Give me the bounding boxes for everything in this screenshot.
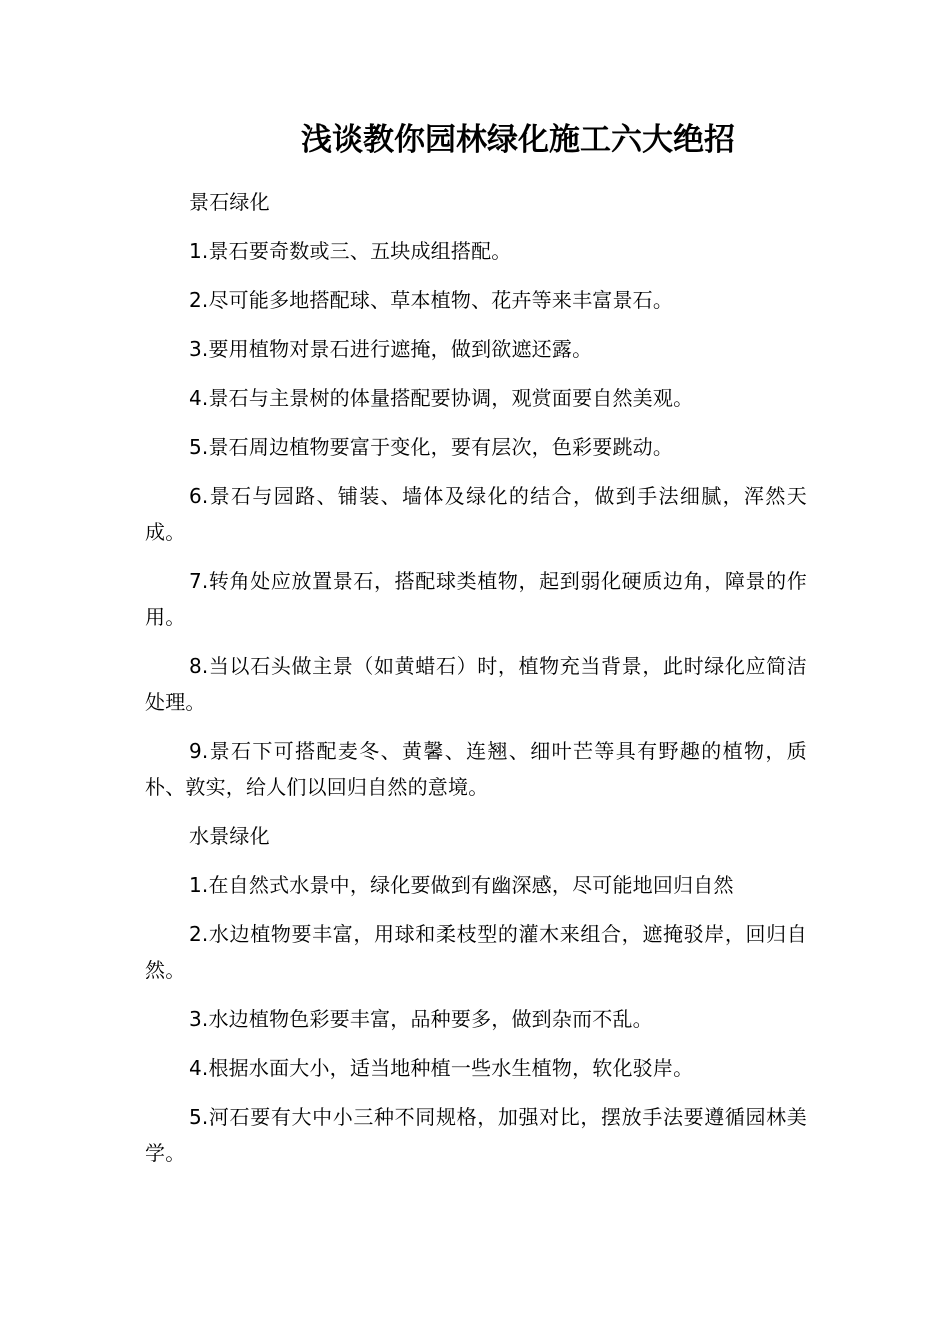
paragraph: 8.当以石头做主景（如黄蜡石）时，植物充当背景，此时绿化应简洁处理。 [145,654,807,714]
paragraph: 4.景石与主景树的体量搭配要协调，观赏面要自然美观。 [189,386,694,410]
document-body [145,184,807,1184]
paragraph: 5.景石周边植物要富于变化，要有层次，色彩要跳动。 [189,435,674,459]
paragraph: 1.景石要奇数或三、五块成组搭配。 [189,239,512,263]
paragraph: 6.景石与园路、铺装、墙体及绿化的结合，做到手法细腻，浑然天成。 [145,484,807,544]
section-heading-stone: 景石绿化 [189,190,270,214]
paragraph: 2.尽可能多地搭配球、草本植物、花卉等来丰富景石。 [189,288,674,312]
paragraph: 1.在自然式水景中，绿化要做到有幽深感，尽可能地回归自然 [189,873,734,897]
paragraph: 3.水边植物色彩要丰富，品种要多，做到杂而不乱。 [189,1007,653,1031]
paragraph: 4.根据水面大小，适当地种植一些水生植物，软化驳岸。 [189,1056,694,1080]
section-heading-water: 水景绿化 [189,824,270,848]
paragraph: 9.景石下可搭配麦冬、黄馨、连翘、细叶芒等具有野趣的植物，质朴、敦实，给人们以回归自然的意境。 [145,739,807,799]
paragraph: 2.水边植物要丰富，用球和柔枝型的灌木来组合，遮掩驳岸，回归自然。 [145,922,807,982]
paragraph: 7.转角处应放置景石，搭配球类植物，起到弱化硬质边角，障景的作用。 [145,569,807,629]
paragraph: 5.河石要有大中小三种不同规格，加强对比，摆放手法要遵循园林美学。 [145,1105,807,1165]
paragraph: 3.要用植物对景石进行遮掩，做到欲遮还露。 [189,337,593,361]
page-title: 浅谈教你园林绿化施工六大绝招 [301,122,735,158]
